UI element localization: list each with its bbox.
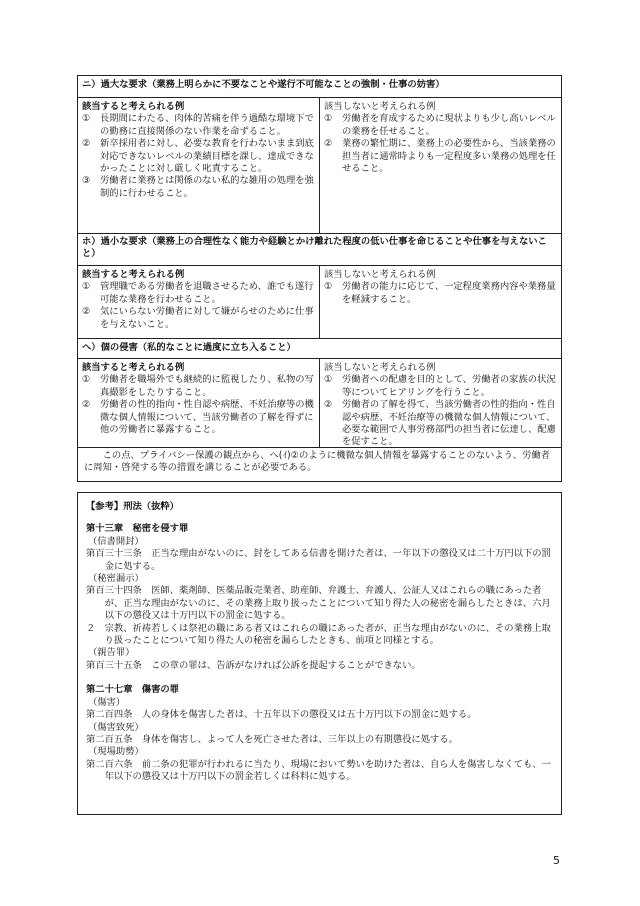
article-text: 第二百四条 人の身体を傷害した者は、十五年以下の懲役又は五十万円以下の罰金に処する。 bbox=[86, 709, 477, 721]
article-text: 第二百五条 身体を傷害し、よって人を死亡させた者は、三年以上の有期懲役に処する。 bbox=[86, 733, 458, 745]
list-item: ② 気にいらない労働者に対して嫌がらせのために仕事を与えないこと。 bbox=[82, 306, 314, 330]
applicable-examples bbox=[78, 99, 319, 202]
reference-box bbox=[77, 492, 562, 815]
not-applicable-heading: 該当しないと考えられる例 bbox=[324, 101, 436, 112]
applicable-heading: 該当すると考えられる例 bbox=[82, 362, 185, 373]
list-item: ② 新卒採用者に対し、必要な教育を行わないまま到底対応できないレベルの業績目標を課し、達成できなかったことに対し厳しく叱責すること。 bbox=[82, 138, 314, 175]
not-applicable-examples bbox=[320, 360, 561, 451]
list-item: ① 労働者の能力に応じて、一定程度業務内容や業務量を軽減すること。 bbox=[324, 281, 556, 305]
page-number: 5 bbox=[553, 854, 560, 867]
article-caption: （傷害） bbox=[88, 696, 126, 708]
applicable-examples bbox=[78, 360, 319, 438]
list-item: ① 労働者を職場外でも継続的に監視したり、私物の写真撮影をしたりすること。 bbox=[82, 374, 314, 398]
list-item: ② 業務の繁忙期に、業務上の必要性から、当該業務の担当者に通常時よりも一定程度多い業務の処理を任せること。 bbox=[324, 138, 556, 175]
section-heading: へ）個の侵害（私的なことに過度に立ち入ること） bbox=[78, 339, 561, 359]
list-item: ① 長期間にわたる、肉体的苦痛を伴う過酷な環境下での勤務に直接関係のない作業を命ずること。 bbox=[82, 113, 314, 137]
not-applicable-heading: 該当しないと考えられる例 bbox=[324, 362, 436, 373]
not-applicable-examples bbox=[320, 99, 561, 177]
applicable-heading: 該当すると考えられる例 bbox=[82, 101, 185, 112]
chapter-heading: 第十三章 秘密を侵す罪 bbox=[86, 523, 189, 535]
article-caption: （親告罪） bbox=[88, 647, 135, 659]
applicable-heading: 該当すると考えられる例 bbox=[82, 269, 185, 280]
list-item: ② 労働者の了解を得て、当該労働者の性的指向・性自認や病歴、不妊治療等の機微な個人情報について、必要な範囲で人事労務部門の担当者に伝達し、配慮を促すこと。 bbox=[324, 399, 556, 448]
article-text: ２ 宗教、祈祷若しくは祭祀の職にある者又はこれらの職にあった者が、正当な理由がないのに、その業務上取り扱ったことについて知り得た人の秘密を漏らしたときも、前項と同様とする。 bbox=[86, 622, 551, 647]
list-item: ① 管理職である労働者を退職させるため、誰でも遂行可能な業務を行わせること。 bbox=[82, 281, 314, 305]
list-item: ③ 労働者に業務とは関係のない私的な雑用の処理を強制的に行わせること。 bbox=[82, 175, 314, 199]
privacy-note: この点、プライバシー保護の観点から、へ(ｲ)②のように機微な個人情報を暴露することのないよう、労働者に周知・啓発する等の措置を講じることが必要である。 bbox=[84, 450, 551, 474]
article-caption: （傷害致死） bbox=[88, 721, 144, 733]
article-text: 第百三十三条 正当な理由がないのに、封をしてある信書を開けた者は、一年以下の懲役又は二十万円以下の罰金に処する。 bbox=[86, 548, 551, 572]
article-text: 第百三十四条 医師、薬剤師、医薬品販売業者、助産師、弁護士、弁護人、公証人又はこれらの職にあった者が、正当な理由がないのに、その業務上取り扱ったことについて知り得た人の秘密を漏らしたときは、六月以下の懲役又は十万円以下の罰金に処する。 bbox=[86, 585, 551, 622]
list-item: ② 労働者の性的指向・性自認や病歴、不妊治療等の機微な個人情報について、当該労働者の了解を得ずに他の労働者に暴露すること。 bbox=[82, 399, 314, 436]
article-text: 第百三十五条 この章の罪は、告訴がなければ公訴を提起することができない。 bbox=[86, 659, 421, 671]
section-heading: ニ）過大な要求（業務上明らかに不要なことや遂行不可能なことの強制・仕事の妨害） bbox=[78, 76, 561, 98]
article-caption: （信書開封） bbox=[88, 535, 144, 547]
applicable-examples bbox=[78, 267, 319, 333]
article-caption: （現場助勢） bbox=[88, 746, 144, 758]
list-item: ① 労働者を育成するために現状よりも少し高いレベルの業務を任せること。 bbox=[324, 113, 556, 137]
chapter-heading: 第二十七章 傷害の罪 bbox=[86, 684, 179, 696]
section-heading: ホ）過小な要求（業務上の合理性なく能力や経験とかけ離れた程度の低い仕事を命じることや仕事を与えないこと） bbox=[78, 234, 561, 266]
article-caption: （秘密漏示） bbox=[88, 573, 144, 585]
article-text: 第二百六条 前二条の犯罪が行われるに当たり、現場において勢いを助けた者は、自ら人を傷害しなくても、一年以下の懲役又は十万円以下の罰金若しくは科料に処する。 bbox=[86, 758, 551, 783]
list-item: ① 労働者への配慮を目的として、労働者の家族の状況等についてヒアリングを行うこと。 bbox=[324, 374, 556, 398]
harassment-examples-table bbox=[77, 75, 562, 482]
not-applicable-heading: 該当しないと考えられる例 bbox=[324, 269, 436, 280]
reference-title: 【参考】刑法（抜粋） bbox=[86, 501, 179, 512]
not-applicable-examples bbox=[320, 267, 561, 308]
